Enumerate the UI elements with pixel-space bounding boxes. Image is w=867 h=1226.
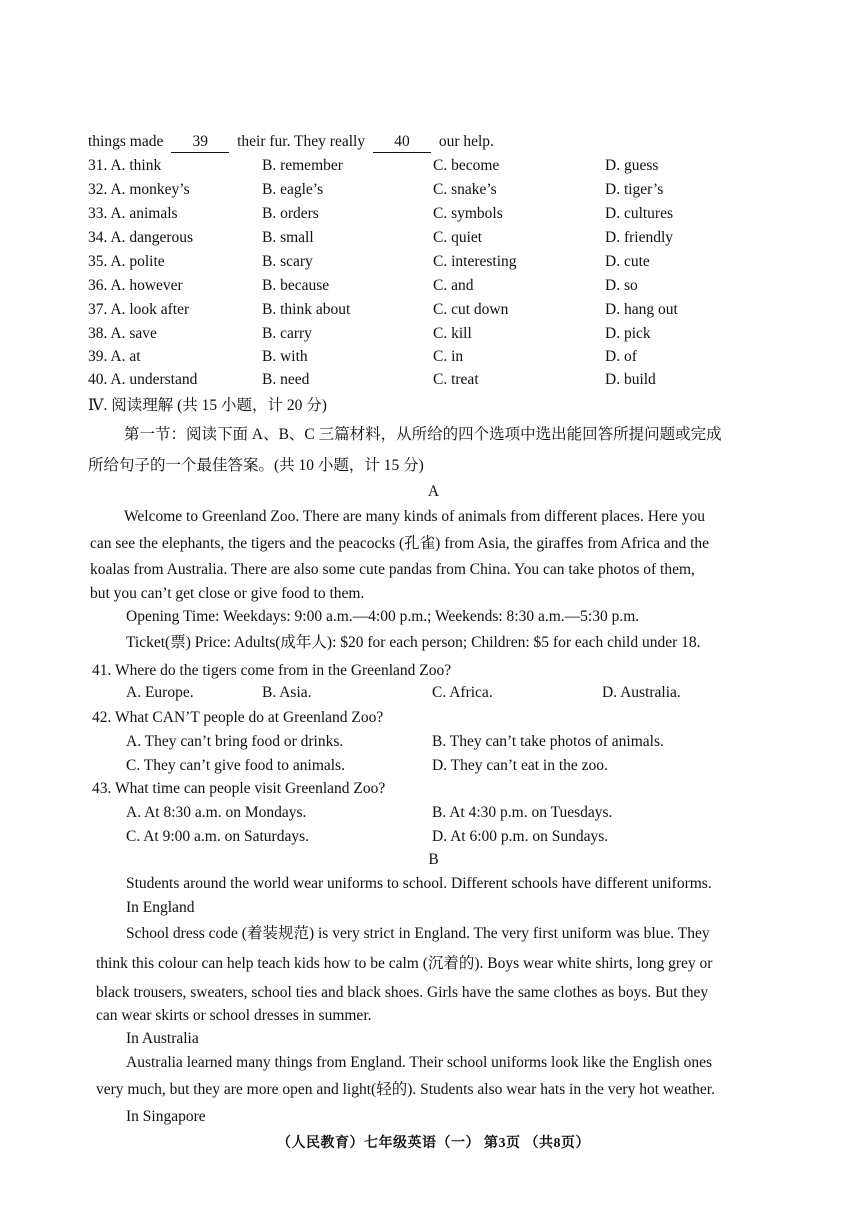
question-stem: 42. What CAN’T people do at Greenland Zoo?: [92, 709, 384, 726]
answer-b: B. Asia.: [262, 684, 312, 701]
passage-line: Welcome to Greenland Zoo. There are many kinds of animals from different places. Here you: [124, 508, 705, 525]
option-a: 33. A. animals: [88, 205, 178, 222]
passage-line: black trousers, sweaters, school ties and black shoes. Girls have the same clothes as boys. But they: [96, 984, 709, 1001]
page-footer: （人民教育）七年级英语（一） 第3页 （共8页）: [277, 1136, 590, 1151]
option-b: B. remember: [262, 157, 343, 174]
option-d: D. of: [605, 348, 637, 365]
passage-line: School dress code (着装规范) is very strict in England. The very first uniform was blue. They: [126, 925, 710, 942]
answer-a: A. At 8:30 a.m. on Mondays.: [126, 804, 307, 821]
option-b: B. need: [262, 371, 310, 388]
option-a: 40. A. understand: [88, 371, 198, 388]
passage-line: can see the elephants, the tigers and the peacocks (孔雀) from Asia, the giraffes from Africa and the: [90, 535, 710, 552]
option-row: [88, 301, 788, 323]
answer-b: B. They can’t take photos of animals.: [432, 733, 664, 750]
ticket-price: Ticket(票) Price: Adults(成年人): $20 for each person; Children: $5 for each child under 18.: [126, 634, 701, 651]
option-c: C. treat: [433, 371, 479, 388]
option-b: B. with: [262, 348, 308, 365]
passage-text: our help.: [438, 133, 494, 150]
section-title: Ⅳ. 阅读理解 (共 15 小题，计 20 分): [88, 397, 327, 414]
option-a: 35. A. polite: [88, 253, 165, 270]
option-d: D. hang out: [605, 301, 678, 318]
instructions-line: 第一节：阅读下面 A、B、C 三篇材料，从所给的四个选项中选出能回答所提问题或完成: [124, 426, 722, 443]
passage-line: Students around the world wear uniforms to school. Different schools have different uniforms.: [126, 875, 712, 892]
passage-line: koalas from Australia. There are also some cute pandas from China. You can take photos of them,: [90, 561, 695, 578]
option-c: C. symbols: [433, 205, 503, 222]
subheading: In Singapore: [126, 1108, 206, 1125]
passage-line: Australia learned many things from England. Their school uniforms look like the English ones: [126, 1054, 713, 1071]
instructions-line: 所给句子的一个最佳答案。(共 10 小题，计 15 分): [88, 457, 424, 474]
option-row: [88, 371, 788, 393]
option-d: D. so: [605, 277, 638, 294]
passage-label: B: [428, 851, 439, 868]
option-c: C. quiet: [433, 229, 483, 246]
option-row: [88, 253, 788, 275]
answer-a: A. Europe.: [126, 684, 194, 701]
option-c: C. interesting: [433, 253, 517, 270]
passage-label: A: [427, 483, 440, 500]
cloze-passage-end: [88, 132, 494, 153]
option-row: [88, 157, 788, 179]
option-d: D. tiger’s: [605, 181, 664, 198]
answer-d: D. At 6:00 p.m. on Sundays.: [432, 828, 609, 845]
option-a: 39. A. at: [88, 348, 141, 365]
option-b: B. think about: [262, 301, 351, 318]
blank-39: 39: [171, 132, 229, 153]
option-b: B. because: [262, 277, 330, 294]
option-row: [88, 181, 788, 203]
answer-d: D. Australia.: [602, 684, 681, 701]
passage-text: their fur. They really: [237, 133, 366, 150]
option-a: 31. A. think: [88, 157, 162, 174]
option-row: [88, 205, 788, 227]
question-stem: 43. What time can people visit Greenland Zoo?: [92, 780, 386, 797]
option-d: D. pick: [605, 325, 651, 342]
answer-b: B. At 4:30 p.m. on Tuesdays.: [432, 804, 613, 821]
subheading: In Australia: [126, 1030, 199, 1047]
answer-a: A. They can’t bring food or drinks.: [126, 733, 344, 750]
question-stem: 41. Where do the tigers come from in the Greenland Zoo?: [92, 662, 452, 679]
option-a: 38. A. save: [88, 325, 157, 342]
answer-c: C. Africa.: [432, 684, 493, 701]
option-b: B. carry: [262, 325, 312, 342]
answer-c: C. They can’t give food to animals.: [126, 757, 345, 774]
opening-time: Opening Time: Weekdays: 9:00 a.m.—4:00 p.m.; Weekends: 8:30 a.m.—5:30 p.m.: [126, 608, 640, 625]
option-c: C. cut down: [433, 301, 509, 318]
option-a: 36. A. however: [88, 277, 183, 294]
option-d: D. guess: [605, 157, 659, 174]
option-row: [88, 325, 788, 347]
answer-d: D. They can’t eat in the zoo.: [432, 757, 608, 774]
option-b: B. eagle’s: [262, 181, 324, 198]
option-c: C. in: [433, 348, 464, 365]
option-d: D. build: [605, 371, 656, 388]
answer-c: C. At 9:00 a.m. on Saturdays.: [126, 828, 309, 845]
passage-line: think this colour can help teach kids how to be calm (沉着的). Boys wear white shirts, long grey or: [96, 955, 713, 972]
option-row: [88, 277, 788, 299]
passage-line: can wear skirts or school dresses in summer.: [96, 1007, 372, 1024]
option-d: D. friendly: [605, 229, 674, 246]
option-a: 32. A. monkey’s: [88, 181, 190, 198]
option-row: [88, 348, 788, 370]
option-row: [88, 229, 788, 251]
subheading: In England: [126, 899, 195, 916]
option-d: D. cute: [605, 253, 650, 270]
option-a: 37. A. look after: [88, 301, 190, 318]
option-c: C. become: [433, 157, 500, 174]
option-d: D. cultures: [605, 205, 674, 222]
passage-text: things made: [88, 133, 164, 150]
option-b: B. orders: [262, 205, 319, 222]
option-c: C. snake’s: [433, 181, 497, 198]
passage-line: very much, but they are more open and light(轻的). Students also wear hats in the very hot weather.: [96, 1081, 715, 1098]
blank-40: 40: [373, 132, 431, 153]
option-a: 34. A. dangerous: [88, 229, 194, 246]
option-c: C. kill: [433, 325, 472, 342]
option-b: B. scary: [262, 253, 313, 270]
passage-line: but you can’t get close or give food to them.: [90, 585, 365, 602]
option-b: B. small: [262, 229, 314, 246]
option-c: C. and: [433, 277, 474, 294]
answer-row: [126, 684, 826, 706]
